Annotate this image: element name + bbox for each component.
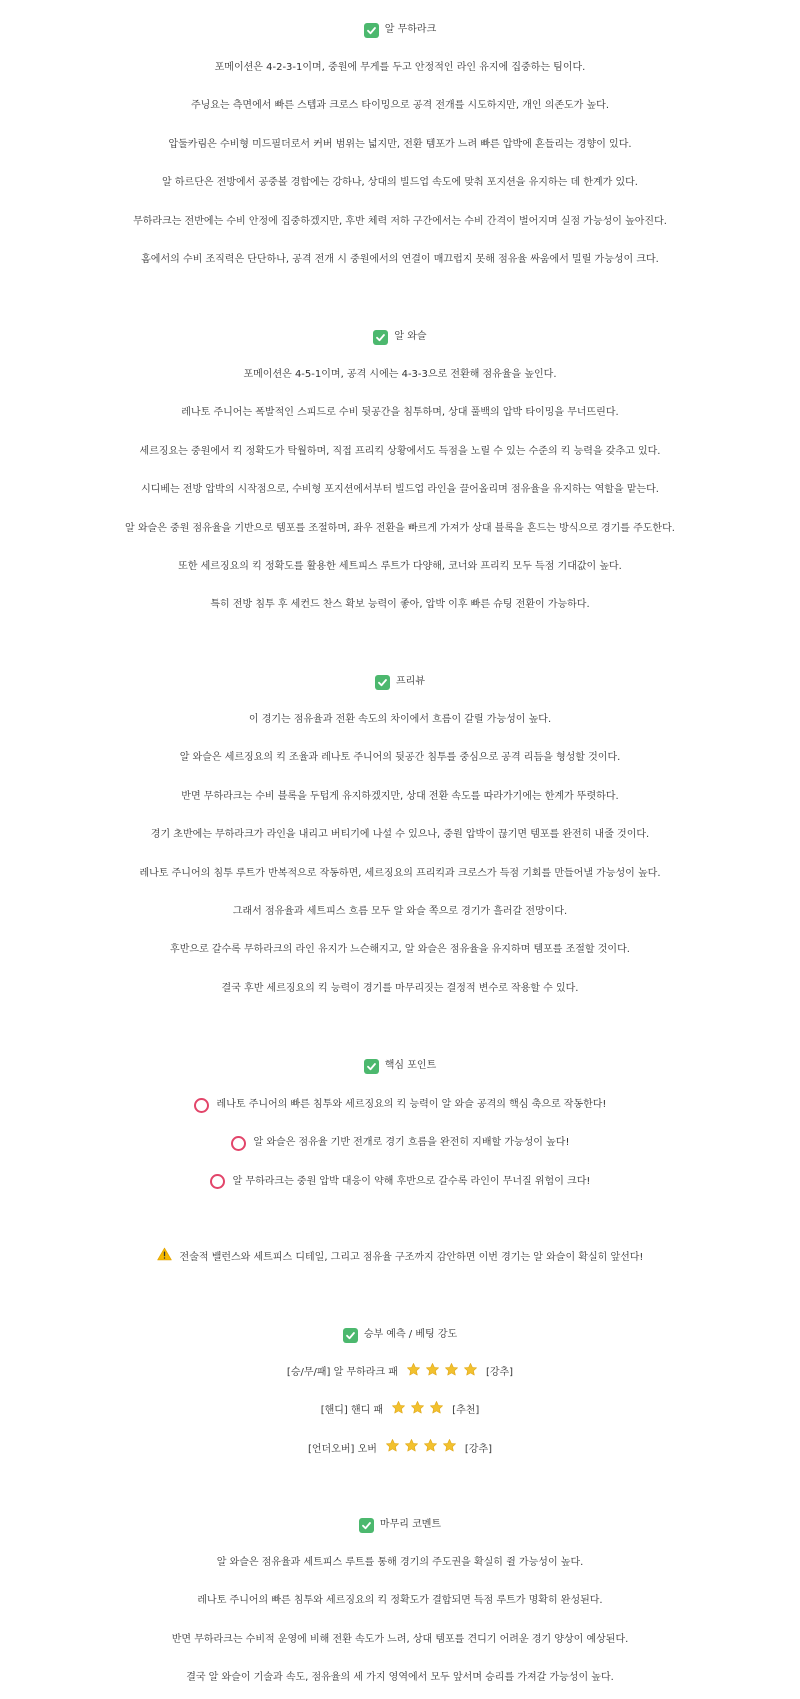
paragraph-line: 레나토 주니어의 빠른 침투와 세르징요의 킥 정확도가 결합되면 득점 루트가 명확히 완성된다. bbox=[197, 1595, 603, 1607]
paragraph-line: 알 와슬은 중원 점유율을 기반으로 템포를 조절하며, 좌우 전환을 빠르게 가져가 상대 블록을 흔드는 방식으로 경기를 주도한다. bbox=[125, 522, 675, 534]
star-icon bbox=[406, 1362, 421, 1385]
section-heading-key-points bbox=[0, 1056, 800, 1076]
paragraph-line: 주닝요는 측면에서 빠른 스텝과 크로스 타이밍으로 공격 전개를 시도하지만, 개인 의존도가 높다. bbox=[190, 100, 610, 112]
pick-label: [승/무/패] 알 무하라크 패 bbox=[286, 1367, 398, 1378]
section-title: 알 와슬 bbox=[394, 331, 427, 342]
paragraph-line: 포메이션은 4-5-1이며, 공격 시에는 4-3-3으로 전환해 점유율을 높인다. bbox=[243, 369, 557, 380]
section-title: 핵심 포인트 bbox=[384, 1060, 437, 1071]
check-mark-button-icon bbox=[364, 1059, 379, 1074]
paragraph-line: 알 하르단은 전방에서 공중볼 경합에는 강하나, 상대의 빌드업 속도에 맞춰 포지션을 유지하는 데 한계가 있다. bbox=[162, 177, 638, 189]
paragraph-line: 포메이션은 4-2-3-1이며, 중원에 무게를 두고 안정적인 라인 유지에 집중하는 팀이다. bbox=[214, 62, 586, 73]
hollow-red-circle-icon bbox=[210, 1174, 225, 1189]
paragraph-line: 경기 초반에는 무하라크가 라인을 내리고 버티기에 나설 수 있으나, 중원 압박이 끊기면 템포를 완전히 내줄 것이다. bbox=[150, 829, 650, 841]
star-icon bbox=[391, 1400, 406, 1423]
check-mark-button-icon bbox=[364, 23, 379, 38]
star-icon bbox=[404, 1438, 419, 1461]
warning-icon bbox=[157, 1247, 172, 1269]
pick-label: [핸디] 핸디 패 bbox=[320, 1405, 384, 1417]
paragraph-line: 알 와슬은 세르징요의 킥 조율과 레나토 주니어의 뒷공간 침투를 중심으로 공격 리듬을 형성할 것이다. bbox=[179, 752, 621, 764]
prediction-pick bbox=[0, 1363, 800, 1383]
paragraph-line: 레나토 주니어의 침투 루트가 반복적으로 작동하면, 세르징요의 프리킥과 크로스가 득점 기회를 만들어낼 가능성이 높다. bbox=[139, 867, 661, 879]
star-rating bbox=[389, 1400, 446, 1423]
key-point bbox=[0, 1172, 800, 1192]
key-point-text: 알 와슬은 점유율 기반 전개로 경기 흐름을 완전히 지배할 가능성이 높다! bbox=[253, 1137, 570, 1149]
paragraph-line: 무하라크는 전반에는 수비 안정에 집중하겠지만, 후반 체력 저하 구간에서는 수비 간격이 벌어지며 실점 가능성이 높아진다. bbox=[133, 215, 667, 227]
section-title: 마무리 코멘트 bbox=[379, 1519, 442, 1530]
paragraph-line: 후반으로 갈수록 무하라크의 라인 유지가 느슨해지고, 알 와슬은 점유율을 유지하며 템포를 조절할 것이다. bbox=[170, 944, 630, 956]
paragraph-line: 그래서 점유율과 세트피스 흐름 모두 알 와슬 쪽으로 경기가 흘러갈 전망이다. bbox=[232, 906, 568, 917]
star-icon bbox=[425, 1362, 440, 1385]
key-point-text: 알 무하라크는 중원 압박 대응이 약해 후반으로 갈수록 라인이 무너질 위험이 크다! bbox=[232, 1175, 591, 1187]
pick-label: [언더오버] 오버 bbox=[307, 1443, 377, 1455]
paragraph-line: 이 경기는 점유율과 전환 속도의 차이에서 흐름이 갈릴 가능성이 높다. bbox=[248, 714, 552, 725]
check-mark-button-icon bbox=[373, 330, 388, 345]
section-title: 알 무하라크 bbox=[384, 24, 437, 35]
star-icon bbox=[444, 1362, 459, 1385]
section-heading-preview bbox=[0, 672, 800, 692]
key-point-text: 레나토 주니어의 빠른 침투와 세르징요의 킥 능력이 알 와슬 공격의 핵심 축으로 작동한다! bbox=[216, 1099, 607, 1110]
paragraph-line: 반면 무하라크는 수비적 운영에 비해 전환 속도가 느려, 상대 템포를 견디기 어려운 경기 양상이 예상된다. bbox=[171, 1633, 629, 1645]
paragraph-line: 세르징요는 중원에서 킥 정확도가 탁월하며, 직접 프리킥 상황에서도 득점을 노릴 수 있는 수준의 킥 능력을 갖추고 있다. bbox=[139, 445, 661, 457]
warning-text: 전술적 밸런스와 세트피스 디테일, 그리고 점유율 구조까지 감안하면 이번 경기는 알 와슬이 확실히 앞선다! bbox=[179, 1252, 644, 1263]
prediction-pick bbox=[0, 1440, 800, 1460]
star-rating bbox=[383, 1438, 459, 1461]
check-mark-button-icon bbox=[359, 1518, 374, 1533]
paragraph-line: 반면 무하라크는 수비 블록을 두텁게 유지하겠지만, 상대 전환 속도를 따라가기에는 한계가 뚜렷하다. bbox=[181, 790, 619, 802]
prediction-pick bbox=[0, 1401, 800, 1421]
paragraph-line: 레나토 주니어는 폭발적인 스피드로 수비 뒷공간을 침투하며, 상대 풀백의 압박 타이밍을 무너뜨린다. bbox=[181, 407, 619, 419]
star-icon bbox=[423, 1438, 438, 1461]
paragraph-line: 시디베는 전방 압박의 시작점으로, 수비형 포지션에서부터 빌드업 라인을 끌어올리며 점유율을 유지하는 역할을 맡는다. bbox=[141, 484, 659, 496]
section-heading-team-a bbox=[0, 20, 800, 40]
hollow-red-circle-icon bbox=[194, 1098, 209, 1113]
check-mark-button-icon bbox=[375, 675, 390, 690]
paragraph-line: 압둘카림은 수비형 미드필더로서 커버 범위는 넓지만, 전환 템포가 느려 빠른 압박에 흔들리는 경향이 있다. bbox=[168, 138, 632, 150]
hollow-red-circle-icon bbox=[231, 1136, 246, 1151]
pick-tag: [추천] bbox=[452, 1405, 480, 1417]
paragraph-line: 홈에서의 수비 조직력은 단단하나, 공격 전개 시 중원에서의 연결이 매끄럽지 못해 점유율 싸움에서 밀릴 가능성이 크다. bbox=[141, 254, 659, 265]
section-heading-closing bbox=[0, 1515, 800, 1535]
section-heading-prediction bbox=[0, 1325, 800, 1345]
section-title: 승부 예측 / 베팅 강도 bbox=[363, 1329, 458, 1340]
paragraph-line: 결국 알 와슬이 기술과 속도, 점유율의 세 가지 영역에서 모두 앞서며 승리를 가져갈 가능성이 높다. bbox=[186, 1672, 614, 1684]
pick-tag: [강추] bbox=[485, 1367, 514, 1378]
check-mark-button-icon bbox=[343, 1328, 358, 1343]
key-point bbox=[0, 1095, 800, 1115]
star-icon bbox=[442, 1438, 457, 1461]
pick-tag: [강추] bbox=[464, 1443, 493, 1455]
paragraph-line: 또한 세르징요의 킥 정확도를 활용한 세트피스 루트가 다양해, 코너와 프리킥 모두 득점 기대값이 높다. bbox=[178, 561, 622, 572]
key-point bbox=[0, 1133, 800, 1153]
paragraph-line: 결국 후반 세르징요의 킥 능력이 경기를 마무리짓는 결정적 변수로 작용할 수 있다. bbox=[221, 982, 579, 994]
warning-line bbox=[0, 1248, 800, 1268]
star-icon bbox=[410, 1400, 425, 1423]
star-icon bbox=[463, 1362, 478, 1385]
paragraph-line: 알 와슬은 점유율과 세트피스 루트를 통해 경기의 주도권을 확실히 쥘 가능성이 높다. bbox=[216, 1557, 584, 1568]
section-title: 프리뷰 bbox=[396, 676, 425, 687]
paragraph-line: 특히 전방 침투 후 세컨드 찬스 확보 능력이 좋아, 압박 이후 빠른 슈팅 전환이 가능하다. bbox=[210, 599, 590, 611]
star-icon bbox=[385, 1438, 400, 1461]
star-rating bbox=[404, 1362, 480, 1385]
section-heading-team-b bbox=[0, 327, 800, 347]
star-icon bbox=[429, 1400, 444, 1423]
